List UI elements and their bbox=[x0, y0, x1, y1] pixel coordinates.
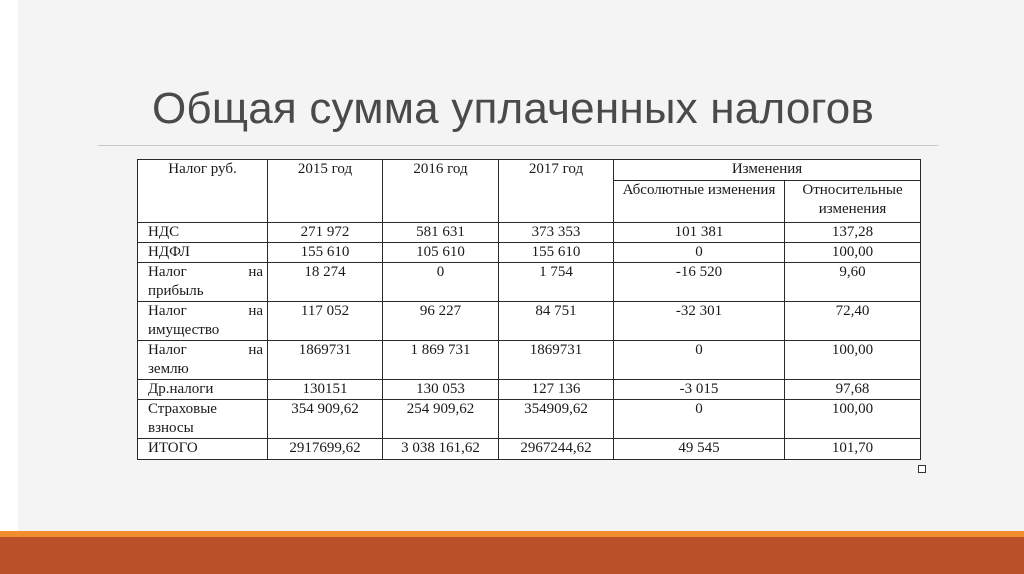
header-2015: 2015 год bbox=[268, 160, 383, 223]
tax-name-cell bbox=[138, 243, 268, 263]
table-row bbox=[138, 302, 921, 341]
relative-change-cell: 100,00 bbox=[785, 243, 921, 263]
absolute-change-cell: -3 015 bbox=[614, 380, 785, 400]
tax-name-cell bbox=[138, 223, 268, 243]
relative-change-cell: 100,00 bbox=[785, 341, 921, 380]
tax-name-word: прибыль bbox=[148, 283, 204, 299]
value-2017-cell: 2967244,62 bbox=[499, 439, 614, 460]
tax-name-cell bbox=[138, 341, 268, 380]
tax-name-cell bbox=[138, 302, 268, 341]
tax-name-word: Налог bbox=[148, 303, 187, 319]
value-2017-cell: 155 610 bbox=[499, 243, 614, 263]
table-row bbox=[138, 400, 921, 439]
tax-name-cell bbox=[138, 380, 268, 400]
value-2015-cell: 354 909,62 bbox=[268, 400, 383, 439]
tax-name-cell bbox=[138, 400, 268, 439]
tax-name-word: ИТОГО bbox=[148, 440, 198, 456]
tax-name-word: на bbox=[248, 264, 263, 280]
value-2015-cell: 2917699,62 bbox=[268, 439, 383, 460]
tax-name-word: взносы bbox=[148, 420, 194, 436]
value-2016-cell: 0 bbox=[383, 263, 499, 302]
tax-name-word: НДС bbox=[148, 224, 180, 240]
value-2016-cell: 3 038 161,62 bbox=[383, 439, 499, 460]
relative-change-cell: 100,00 bbox=[785, 400, 921, 439]
header-relative: Относительные изменения bbox=[785, 181, 921, 223]
value-2015-cell: 117 052 bbox=[268, 302, 383, 341]
header-2016: 2016 год bbox=[383, 160, 499, 223]
tax-name-word: Др.налоги bbox=[148, 381, 214, 397]
absolute-change-cell: -32 301 bbox=[614, 302, 785, 341]
value-2016-cell: 1 869 731 bbox=[383, 341, 499, 380]
slide-title: Общая сумма уплаченных налогов bbox=[152, 84, 875, 133]
tax-name-word: землю bbox=[148, 361, 189, 377]
value-2015-cell: 155 610 bbox=[268, 243, 383, 263]
header-tax: Налог руб. bbox=[138, 160, 268, 223]
value-2017-cell: 84 751 bbox=[499, 302, 614, 341]
value-2016-cell: 581 631 bbox=[383, 223, 499, 243]
absolute-change-cell: -16 520 bbox=[614, 263, 785, 302]
title-divider bbox=[98, 145, 938, 146]
value-2015-cell: 271 972 bbox=[268, 223, 383, 243]
relative-change-cell: 101,70 bbox=[785, 439, 921, 460]
table-row bbox=[138, 263, 921, 302]
tax-table bbox=[137, 159, 921, 460]
absolute-change-cell: 0 bbox=[614, 400, 785, 439]
tax-name-word: на bbox=[248, 303, 263, 319]
relative-change-cell: 9,60 bbox=[785, 263, 921, 302]
tax-name-cell bbox=[138, 263, 268, 302]
absolute-change-cell: 49 545 bbox=[614, 439, 785, 460]
tax-name-word: имущество bbox=[148, 322, 220, 338]
value-2015-cell: 130151 bbox=[268, 380, 383, 400]
absolute-change-cell: 0 bbox=[614, 243, 785, 263]
tax-name-word: Налог bbox=[148, 342, 187, 358]
table-resize-handle[interactable] bbox=[918, 465, 926, 473]
value-2016-cell: 130 053 bbox=[383, 380, 499, 400]
header-2017: 2017 год bbox=[499, 160, 614, 223]
value-2017-cell: 1 754 bbox=[499, 263, 614, 302]
value-2017-cell: 373 353 bbox=[499, 223, 614, 243]
value-2016-cell: 105 610 bbox=[383, 243, 499, 263]
value-2017-cell: 1869731 bbox=[499, 341, 614, 380]
tax-name-cell bbox=[138, 439, 268, 460]
footer-band bbox=[0, 537, 1024, 574]
tax-name-word: Страховые bbox=[148, 401, 217, 417]
table-row bbox=[138, 223, 921, 243]
absolute-change-cell: 0 bbox=[614, 341, 785, 380]
header-changes: Изменения bbox=[614, 160, 921, 181]
tax-name-word: на bbox=[248, 342, 263, 358]
value-2015-cell: 18 274 bbox=[268, 263, 383, 302]
absolute-change-cell: 101 381 bbox=[614, 223, 785, 243]
value-2015-cell: 1869731 bbox=[268, 341, 383, 380]
header-absolute: Абсолютные изменения bbox=[614, 181, 785, 223]
table-row bbox=[138, 341, 921, 380]
relative-change-cell: 97,68 bbox=[785, 380, 921, 400]
tax-name-word: Налог bbox=[148, 264, 187, 280]
relative-change-cell: 72,40 bbox=[785, 302, 921, 341]
value-2017-cell: 354909,62 bbox=[499, 400, 614, 439]
tax-name-word: НДФЛ bbox=[148, 244, 190, 260]
value-2016-cell: 254 909,62 bbox=[383, 400, 499, 439]
table-row bbox=[138, 439, 921, 460]
value-2017-cell: 127 136 bbox=[499, 380, 614, 400]
relative-change-cell: 137,28 bbox=[785, 223, 921, 243]
table-row bbox=[138, 243, 921, 263]
table-row bbox=[138, 380, 921, 400]
tax-table-container[interactable] bbox=[137, 159, 921, 460]
value-2016-cell: 96 227 bbox=[383, 302, 499, 341]
